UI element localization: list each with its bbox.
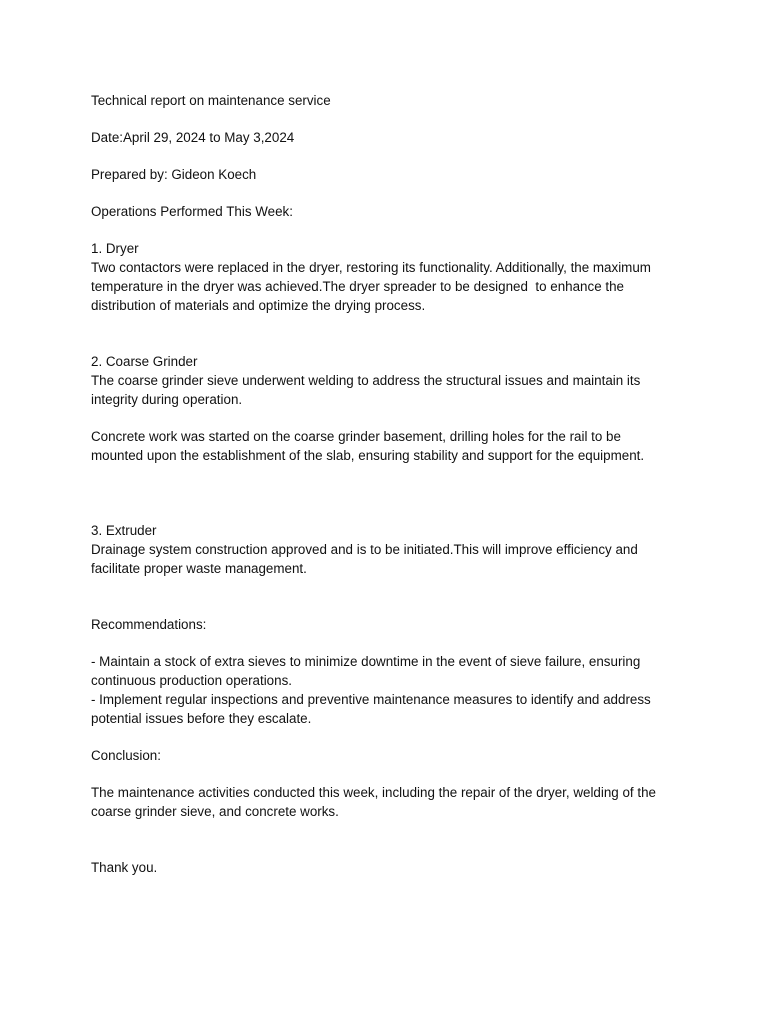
text-line: coarse grinder sieve, and concrete works.: [91, 804, 339, 819]
report-date: Date:April 29, 2024 to May 3,2024: [91, 130, 295, 145]
text-line: The coarse grinder sieve underwent welding to address the structural issues and maintain its: [91, 373, 641, 388]
text-line: potential issues before they escalate.: [91, 711, 312, 726]
text-line: temperature in the dryer was achieved.The dryer spreader to be designed to enhance the: [91, 279, 624, 294]
text-line: Concrete work was started on the coarse grinder basement, drilling holes for the rail to be: [91, 429, 621, 444]
text-line: - Implement regular inspections and preventive maintenance measures to identify and address: [91, 692, 651, 707]
text-line: integrity during operation.: [91, 392, 243, 407]
recommendations-section: [91, 615, 691, 728]
section-heading: 3. Extruder: [91, 523, 157, 538]
document-title: Technical report on maintenance service: [91, 93, 331, 108]
text-line: The maintenance activities conducted this week, including the repair of the dryer, welding of the: [91, 785, 656, 800]
text-line: continuous production operations.: [91, 673, 292, 688]
text-line: Drainage system construction approved and is to be initiated.This will improve efficiency and: [91, 542, 638, 557]
recommendations-heading: Recommendations:: [91, 617, 207, 632]
text-line: distribution of materials and optimize the drying process.: [91, 298, 426, 313]
text-line: Two contactors were replaced in the dryer, restoring its functionality. Additionally, the maximum: [91, 260, 651, 275]
conclusion-heading: Conclusion:: [91, 748, 161, 763]
prepared-by: Prepared by: Gideon Koech: [91, 167, 257, 182]
section-heading: 2. Coarse Grinder: [91, 354, 198, 369]
section-dryer: [91, 239, 691, 315]
closing-line: Thank you.: [91, 860, 158, 875]
text-line: facilitate proper waste management.: [91, 561, 307, 576]
section-extruder: [91, 521, 691, 578]
section-coarse-grinder: [91, 352, 691, 465]
conclusion-section: [91, 746, 691, 821]
text-line: mounted upon the establishment of the slab, ensuring stability and support for the equipment.: [91, 448, 645, 463]
document-body: [91, 91, 691, 877]
section-heading: 1. Dryer: [91, 241, 139, 256]
operations-heading: Operations Performed This Week:: [91, 204, 293, 219]
text-line: - Maintain a stock of extra sieves to minimize downtime in the event of sieve failure, ensuring: [91, 654, 641, 669]
